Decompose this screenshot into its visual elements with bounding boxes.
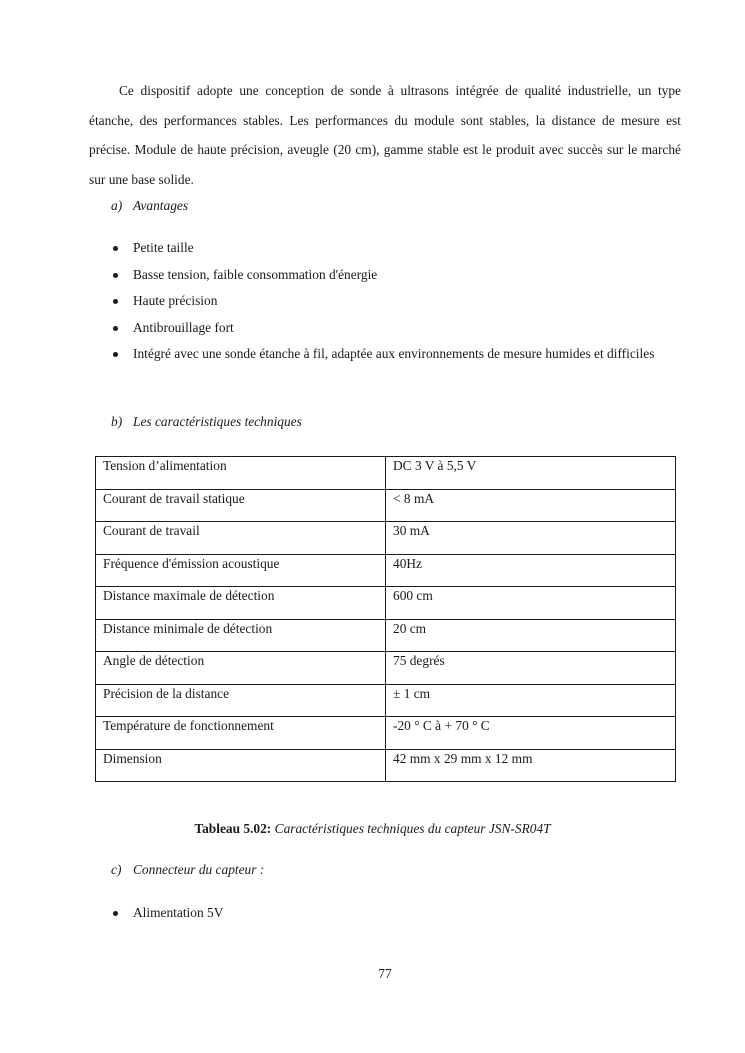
page-number: 77 — [378, 966, 392, 981]
bullet-icon — [113, 352, 118, 357]
spec-value: -20 ° C à + 70 ° C — [386, 717, 676, 750]
intro-paragraph: Ce dispositif adopte une conception de sonde à ultrasons intégrée de qualité industrielle, un type étanche, des performances stables. Les performances du module sont stables, la distance de mesure est précise. Module de haute précision, aveugle (20 cm), gamme stable est le produit avec succès sur le marché sur une base solide. — [89, 83, 681, 187]
table-row — [96, 652, 676, 685]
list-item: Haute précision — [89, 288, 681, 315]
spec-param: Courant de travail — [96, 522, 386, 555]
table-row — [96, 489, 676, 522]
list-item: Intégré avec une sonde étanche à fil, adaptée aux environnements de mesure humides et difficiles — [89, 341, 681, 368]
spec-param: Dimension — [96, 749, 386, 782]
spec-value: 20 cm — [386, 619, 676, 652]
spec-param: Fréquence d'émission acoustique — [96, 554, 386, 587]
section-c-title: Connecteur du capteur : — [133, 862, 265, 877]
spec-param: Distance maximale de détection — [96, 587, 386, 620]
specs-table — [95, 456, 676, 782]
bullet-icon — [113, 326, 118, 331]
section-b-title: Les caractéristiques techniques — [133, 414, 302, 429]
table-row — [96, 522, 676, 555]
spec-value: < 8 mA — [386, 489, 676, 522]
list-item: Antibrouillage fort — [89, 315, 681, 342]
caption-label: Tableau 5.02: — [194, 821, 272, 836]
spec-value: DC 3 V à 5,5 V — [386, 457, 676, 490]
bullet-icon — [113, 911, 118, 916]
spec-param: Tension d’alimentation — [96, 457, 386, 490]
table-row — [96, 749, 676, 782]
table-row — [96, 457, 676, 490]
spec-param: Précision de la distance — [96, 684, 386, 717]
table-row — [96, 619, 676, 652]
connector-list — [89, 900, 681, 927]
section-c-heading — [111, 862, 264, 878]
spec-value: ± 1 cm — [386, 684, 676, 717]
caption-text: Caractéristiques techniques du capteur JSN-SR04T — [274, 821, 551, 836]
section-a-title: Avantages — [133, 198, 189, 213]
list-item: Petite taille — [89, 235, 681, 262]
spec-param: Courant de travail statique — [96, 489, 386, 522]
table-row — [96, 717, 676, 750]
section-b-label: b) — [111, 414, 123, 429]
spec-param: Température de fonctionnement — [96, 717, 386, 750]
bullet-icon — [113, 246, 118, 251]
table-row — [96, 684, 676, 717]
bullet-icon — [113, 273, 118, 278]
spec-param: Angle de détection — [96, 652, 386, 685]
advantages-list — [89, 235, 681, 368]
spec-value: 30 mA — [386, 522, 676, 555]
table-caption — [0, 821, 745, 837]
table-row — [96, 554, 676, 587]
section-a-label: a) — [111, 198, 123, 213]
table-row — [96, 587, 676, 620]
section-c-label: c) — [111, 862, 122, 877]
list-item: Alimentation 5V — [89, 900, 681, 927]
spec-value: 600 cm — [386, 587, 676, 620]
spec-value: 40Hz — [386, 554, 676, 587]
spec-value: 75 degrés — [386, 652, 676, 685]
spec-value: 42 mm x 29 mm x 12 mm — [386, 749, 676, 782]
section-a-heading — [111, 198, 188, 214]
list-item: Basse tension, faible consommation d'énergie — [89, 262, 681, 289]
bullet-icon — [113, 299, 118, 304]
section-b-heading — [111, 414, 302, 430]
spec-param: Distance minimale de détection — [96, 619, 386, 652]
